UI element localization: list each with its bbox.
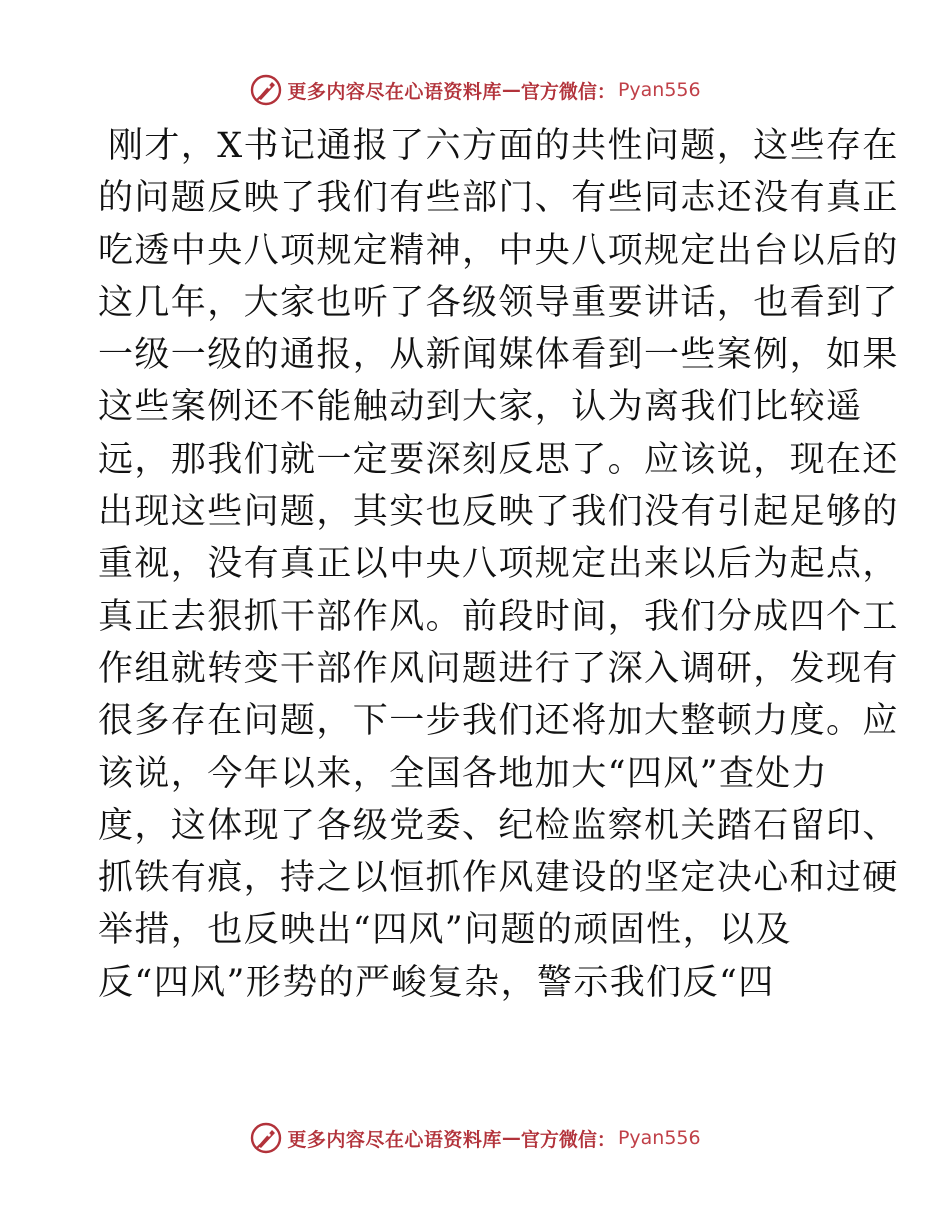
- body-line: 该说，今年以来，全国各地加大“四风”查处力: [98, 753, 829, 794]
- body-line: 出现这些问题，其实也反映了我们没有引起足够的: [98, 492, 899, 533]
- header-brand-text: 更多内容尽在心语资料库: [287, 80, 502, 103]
- header-contact-label: 官方微信：: [520, 80, 616, 103]
- body-line: 抓铁有痕，持之以恒抓作风建设的坚定决心和过硬: [98, 858, 899, 899]
- header-contact-id: Pyan556: [617, 79, 701, 101]
- footer-banner[interactable]: [0, 1118, 950, 1158]
- body-line: 吃透中央八项规定精神，中央八项规定出台以后的: [98, 230, 899, 271]
- body-line: 这几年，大家也听了各级领导重要讲话，也看到了: [98, 282, 899, 323]
- body-line: 反“四风”形势的严峻复杂，警示我们反“四: [98, 962, 775, 1003]
- body-paragraph: [98, 120, 899, 1009]
- footer-contact-id: Pyan556: [617, 1127, 701, 1149]
- body-line: 作组就转变干部作风问题进行了深入调研，发现有: [98, 648, 899, 689]
- body-line: 度，这体现了各级党委、纪检监察机关踏石留印、: [98, 805, 899, 846]
- body-line: 刚才，X书记通报了六方面的共性问题，这些存在: [108, 126, 899, 166]
- body-line: 重视，没有真正以中央八项规定出来以后为起点，: [98, 544, 899, 585]
- footer-contact-label: 官方微信：: [520, 1128, 616, 1151]
- quill-pen-logo-icon: [249, 1121, 283, 1155]
- header-separator: —: [501, 79, 521, 101]
- body-line: 举措，也反映出“四风”问题的顽固性，以及: [98, 910, 792, 951]
- body-line: 这些案例还不能触动到大家，认为离我们比较遥: [98, 387, 863, 428]
- body-line: 的问题反映了我们有些部门、有些同志还没有真正: [98, 178, 899, 219]
- body-line: 真正去狠抓干部作风。前段时间，我们分成四个工: [98, 596, 899, 637]
- header-banner[interactable]: [0, 70, 950, 110]
- body-line: 很多存在问题，下一步我们还将加大整顿力度。应: [98, 701, 899, 742]
- footer-separator: —: [501, 1127, 521, 1149]
- quill-pen-logo-icon: [249, 73, 283, 107]
- body-line: 远，那我们就一定要深刻反思了。应该说，现在还: [98, 439, 899, 480]
- footer-brand-text: 更多内容尽在心语资料库: [287, 1128, 502, 1151]
- body-line: 一级一级的通报，从新闻媒体看到一些案例，如果: [98, 335, 899, 376]
